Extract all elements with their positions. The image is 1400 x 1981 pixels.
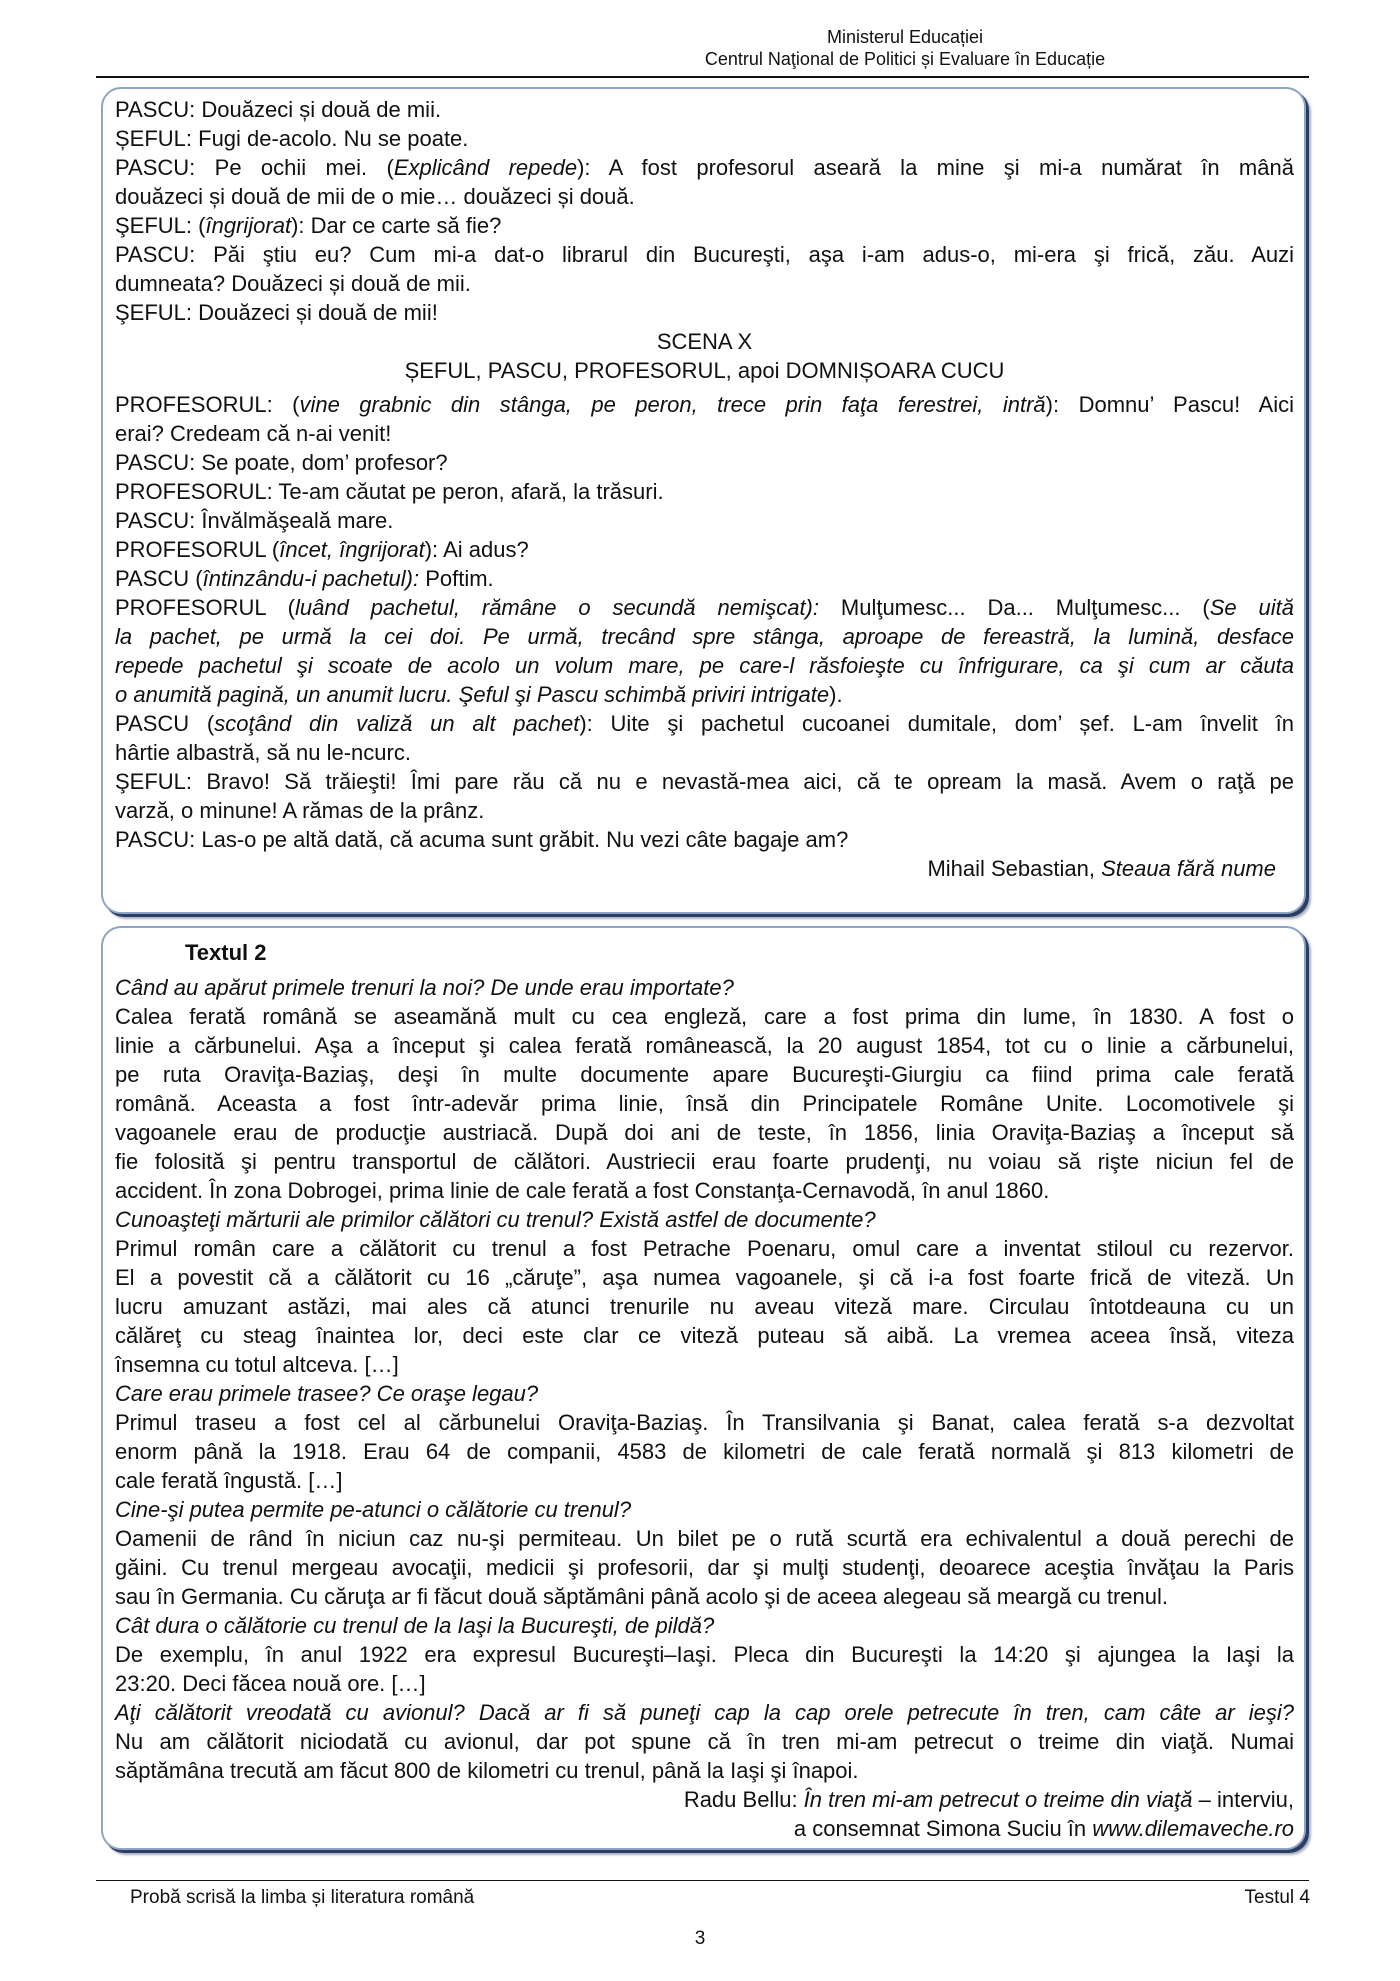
answer-line: Nu am călătorit niciodată cu avionul, dar pot spune că în tren mi-am petrecut o treime din viaţă. Numai	[115, 1729, 1294, 1754]
answer-line: enorm până la 1918. Erau 64 de companii, 4583 de kilometri de cale ferată normală şi 813 kilometri de	[115, 1439, 1294, 1464]
answer-line: fie folosită şi pentru transportul de călători. Austriecii erau foarte prudenţi, nu voiau să rişte niciun fel de	[115, 1149, 1294, 1174]
dialogue-line: PASCU: Douăzeci și două de mii.	[115, 97, 442, 122]
answer-line: însemna cu totul altceva. […]	[115, 1352, 399, 1377]
dialogue-line: ŞEFUL: Douăzeci și două de mii!	[115, 300, 438, 325]
footer-divider	[96, 1880, 1309, 1881]
text-2-source: Radu Bellu: În tren mi-am petrecut o treime din viaţă – interviu,	[683, 1787, 1294, 1812]
dialogue-line: ŞEFUL: Bravo! Să trăieşti! Îmi pare rău că nu e nevastă-mea aici, că te opream la masă. Avem o raţă pe	[115, 769, 1294, 794]
test-number: Testul 4	[1244, 1887, 1310, 1908]
dialogue-line: PASCU (scoţând din valiză un alt pachet): Uite şi pachetul cucoanei dumitale, dom’ șef. L-am învelit în	[115, 711, 1294, 736]
answer-line: cale ferată îngustă. […]	[115, 1468, 343, 1493]
answer-line: sau în Germania. Cu căruţa ar fi făcut două săptămâni până acolo şi de aceea alegeau să meargă cu trenul.	[115, 1584, 1168, 1609]
dialogue-line: PROFESORUL: (vine grabnic din stânga, pe peron, trece prin faţa ferestrei, intră): Domnu’ Pascu! Aici	[115, 392, 1294, 417]
stage-direction-line: repede pachetul şi scoate de acolo un volum mare, pe care-l răsfoieşte cu înfrigurare, ca şi cum ar căuta	[115, 653, 1294, 678]
answer-line: română. Aceasta a fost într-adevăr prima linie, însă din Principatele Române Unite. Locomotivele şi	[115, 1091, 1294, 1116]
dialogue-line: hârtie albastră, să nu le-ncurc.	[115, 740, 411, 765]
answer-line: El a povestit că a călătorit cu 16 „căruţe”, aşa numea vagoanele, şi că i-a fost foarte frică de viteză. Un	[115, 1265, 1294, 1290]
dialogue-line: douăzeci și două de mii de o mie… douăzeci și două.	[115, 184, 635, 209]
answer-line: Primul român care a călătorit cu trenul a fost Petrache Poenaru, omul care a inventat stiloul cu rezervor.	[115, 1236, 1294, 1261]
answer-line: Oamenii de rând în niciun caz nu-şi permiteau. Un bilet pe o rută scurtă era echivalentul a două perechi de	[115, 1526, 1294, 1551]
dialogue-line: PASCU: Las-o pe altă dată, că acuma sunt grăbit. Nu vezi câte bagaje am?	[115, 827, 849, 852]
interview-question: Când au apărut primele trenuri la noi? De unde erau importate?	[115, 975, 734, 1000]
dialogue-line: PASCU: Se poate, dom’ profesor?	[115, 450, 448, 475]
dialogue-line: PASCU: Păi ştiu eu? Cum mi-a dat-o librarul din Bucureşti, aşa i-am adus-o, mi-era şi frică, zău. Auzi	[115, 242, 1294, 267]
scene-title: SCENA X	[656, 329, 753, 354]
answer-line: De exemplu, în anul 1922 era expresul Bucureşti–Iaşi. Pleca din Bucureşti la 14:20 şi ajungea la Iaşi la	[115, 1642, 1294, 1667]
answer-line: pe ruta Oraviţa-Baziaş, deşi în multe documente apare Bucureşti-Giurgiu ca fiind prima cale ferată	[115, 1062, 1294, 1087]
answer-line: găini. Cu trenul mergeau avocaţii, medicii şi profesorii, dar şi mulţi studenţi, deoarece aceştia învăţau la Paris	[115, 1555, 1294, 1580]
text-2-source: a consemnat Simona Suciu în www.dilemaveche.ro	[793, 1816, 1294, 1841]
answer-line: linie a cărbunelui. Aşa a început şi calea ferată românească, la 20 august 1854, tot cu o linie a cărbunelui,	[115, 1033, 1294, 1058]
interview-question: Cine-şi putea permite pe-atunci o călătorie cu trenul?	[115, 1497, 632, 1522]
stage-direction-line: o anumită pagină, un anumit lucru. Şeful şi Pascu schimbă priviri intrigate).	[115, 682, 843, 707]
center-name: Centrul Naţional de Politici și Evaluare în Educație	[704, 49, 1106, 69]
stage-direction-line: la pachet, pe urmă la cei doi. Pe urmă, trecând spre stânga, aproape de fereastră, la lumină, desface	[115, 624, 1294, 649]
dialogue-line: ŞEFUL: (îngrijorat): Dar ce carte să fie?	[115, 213, 502, 238]
dialogue-line: erai? Credeam că n-ai venit!	[115, 421, 392, 446]
answer-line: vagoanele erau de producţie austriacă. După doi ani de teste, în 1856, linia Oraviţa-Baziaş a început să	[115, 1120, 1294, 1145]
dialogue-line: ȘEFUL: Fugi de-acolo. Nu se poate.	[115, 126, 469, 151]
interview-question: Cunoaşteţi mărturii ale primilor călători cu trenul? Există astfel de documente?	[115, 1207, 876, 1232]
dialogue-line: PASCU: Învălmăşeală mare.	[115, 508, 394, 533]
answer-line: săptămâna trecută am făcut 800 de kilometri cu trenul, până la Iaşi şi înapoi.	[115, 1758, 859, 1783]
answer-line: Primul traseu a fost cel al cărbunelui Oraviţa-Baziaş. În Transilvania şi Banat, calea ferată s-a dezvoltat	[115, 1410, 1294, 1435]
answer-line: călăreţ cu steag înaintea lor, deci este clar ce viteză puteau să aibă. La vremea aceea însă, viteza	[115, 1323, 1294, 1348]
page-number: 3	[694, 1928, 706, 1949]
text-2-title: Textul 2	[185, 940, 267, 965]
dialogue-line: PASCU: Pe ochii mei. (Explicând repede): A fost profesorul aseară la mine şi mi-a numărat în mână	[115, 155, 1294, 180]
exam-name: Probă scrisă la limba și literatura română	[130, 1887, 475, 1908]
interview-question: Cât dura o călătorie cu trenul de la Iaşi la Bucureşti, de pildă?	[115, 1613, 715, 1638]
answer-line: accident. În zona Dobrogei, prima linie de cale ferată a fost Constanţa-Cernavodă, în anul 1860.	[115, 1178, 1050, 1203]
header-divider	[96, 76, 1309, 78]
dialogue-line: PROFESORUL (luând pachetul, rămâne o secundă nemişcat): Mulţumesc... Da... Mulţumesc... (Se uită	[115, 595, 1294, 620]
answer-line: Calea ferată română se aseamănă mult cu cea engleză, care a fost prima din lume, în 1830. A fost o	[115, 1004, 1294, 1029]
text-2-box	[101, 926, 1306, 1850]
scene-characters: ȘEFUL, PASCU, PROFESORUL, apoi DOMNIȘOARA CUCU	[404, 358, 1005, 383]
dialogue-line: varză, o minune! A rămas de la prânz.	[115, 798, 485, 823]
dialogue-line: dumneata? Douăzeci și două de mii.	[115, 271, 471, 296]
ministry-name: Ministerul Educației	[826, 27, 984, 47]
page-header	[0, 26, 1400, 70]
answer-line: lucru amuzant astăzi, mai ales că atunci trenurile nu aveau viteză mare. Circulau întotdeauna cu un	[115, 1294, 1294, 1319]
interview-question: Care erau primele trasee? Ce oraşe legau?	[115, 1381, 539, 1406]
text-1-box	[101, 87, 1306, 914]
interview-question: Aţi călătorit vreodată cu avionul? Dacă ar fi să puneţi cap la cap orele petrecute în tren, cam câte ar ieşi?	[115, 1700, 1294, 1725]
dialogue-line: PASCU (întinzându-i pachetul): Poftim.	[115, 566, 494, 591]
text-1-source: Mihail Sebastian, Steaua fără nume	[927, 856, 1276, 881]
dialogue-line: PROFESORUL (încet, îngrijorat): Ai adus?	[115, 537, 529, 562]
answer-line: 23:20. Deci făcea nouă ore. […]	[115, 1671, 426, 1696]
dialogue-line: PROFESORUL: Te-am căutat pe peron, afară, la trăsuri.	[115, 479, 664, 504]
